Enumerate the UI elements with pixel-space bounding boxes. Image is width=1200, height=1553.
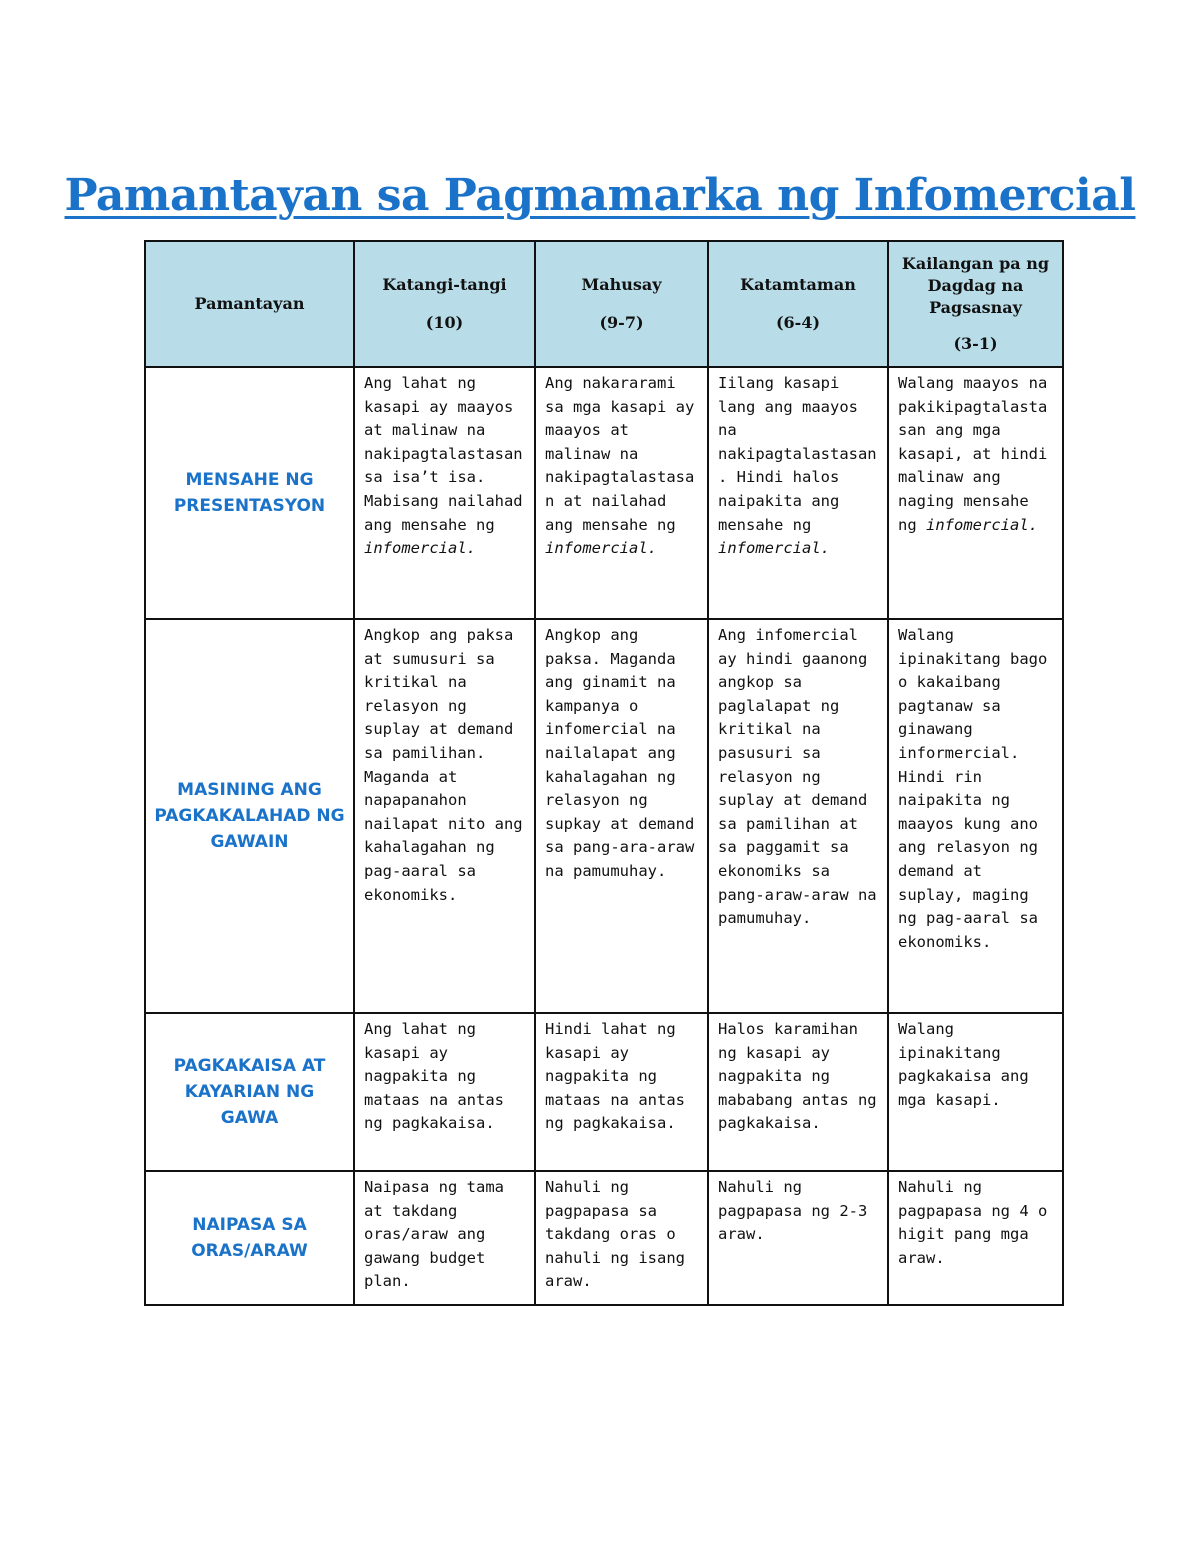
- rating-cell: [354, 1013, 535, 1171]
- rating-cell: [888, 367, 1063, 619]
- cell-text: Ang nakararami sa mga kasapi ay maayos at malinaw na nakipagtalastasan at nailahad ang mensahe ng: [545, 374, 695, 534]
- cell-emphasis: infomercial.: [545, 539, 657, 558]
- header-range: (3-1): [953, 334, 998, 353]
- rating-cell: [354, 619, 535, 1013]
- header-katamtaman: [708, 241, 888, 367]
- cell-text: Ang infomercial ay hindi gaanong angkop sa paglalapat ng kritikal na pasusuri sa relasyon ng suplay at demand sa pamilihan at sa paggamit sa ekonomiks sa pang-araw-araw na pamumuhay.: [718, 626, 877, 928]
- header-label: Kailangan pa ng Dagdag na Pagsasnay: [901, 254, 1050, 317]
- cell-text: Ang lahat ng kasapi ay maayos at malinaw na nakipagtalastasan sa isa’t isa. Mabisang nailahad ang mensahe ng: [364, 374, 523, 534]
- cell-emphasis: infomercial.: [364, 539, 476, 558]
- rubric-table: [144, 240, 1064, 1306]
- criterion-cell: PAGKAKAISA AT KAYARIAN NG GAWA: [145, 1013, 354, 1171]
- rating-cell: [888, 619, 1063, 1013]
- header-mahusay: [535, 241, 708, 367]
- cell-text: Halos karamihan ng kasapi ay nagpakita ng mababang antas ng pagkakaisa.: [718, 1020, 877, 1133]
- header-range: (6-4): [775, 313, 821, 332]
- criterion-cell: MASINING ANG PAGKAKALAHAD NG GAWAIN: [145, 619, 354, 1013]
- header-label: Mahusay: [581, 275, 662, 294]
- table-row: [145, 1013, 1063, 1171]
- rating-cell: [535, 1013, 708, 1171]
- rating-cell: [708, 1171, 888, 1305]
- header-kailangan: [888, 241, 1063, 367]
- header-label: Katamtaman: [740, 275, 856, 294]
- header-row: [145, 241, 1063, 367]
- header-katangi-tangi: [354, 241, 535, 367]
- table-row: [145, 619, 1063, 1013]
- header-pamantayan: [145, 241, 354, 367]
- rating-cell: [535, 1171, 708, 1305]
- rating-cell: [354, 1171, 535, 1305]
- cell-text: Angkop ang paksa at sumusuri sa kritikal na relasyon ng suplay at demand sa pamilihan. Maganda at napapanahon nailapat nito ang kahalagahan ng pag-aaral sa ekonomiks.: [364, 626, 523, 904]
- page-title: Pamantayan sa Pagmamarka ng Infomercial: [64, 170, 1136, 221]
- rating-cell: [535, 367, 708, 619]
- cell-text: Hindi lahat ng kasapi ay nagpakita ng mataas na antas ng pagkakaisa.: [545, 1020, 685, 1133]
- rating-cell: [708, 1013, 888, 1171]
- cell-text: Walang maayos na pakikipagtalastasan ang mga kasapi, at hindi malinaw ang naging mensahe ng: [898, 374, 1048, 534]
- cell-text: Walang ipinakitang bago o kakaibang pagtanaw sa ginawang informercial. Hindi rin naipakita ng maayos kung ano ang relasyon ng demand at suplay, maging ng pag-aaral sa ekonomiks.: [898, 626, 1048, 951]
- criterion-cell: NAIPASA SA ORAS/ARAW: [145, 1171, 354, 1305]
- rating-cell: [888, 1171, 1063, 1305]
- rating-cell: [535, 619, 708, 1013]
- table-row: [145, 367, 1063, 619]
- rating-cell: [354, 367, 535, 619]
- table-row: [145, 1171, 1063, 1305]
- rating-cell: [708, 367, 888, 619]
- header-range: (9-7): [599, 313, 644, 332]
- cell-emphasis: infomercial.: [926, 515, 1038, 534]
- cell-text: Iilang kasapi lang ang maayos na nakipagtalastasan. Hindi halos naipakita ang mensahe ng: [718, 374, 877, 534]
- cell-text: Nahuli ng pagpapasa ng 2-3 araw.: [718, 1178, 868, 1244]
- header-label: Katangi-tangi: [382, 275, 507, 294]
- cell-text: Nahuli ng pagpapasa sa takdang oras o nahuli ng isang araw.: [545, 1178, 685, 1291]
- criterion-cell: MENSAHE NG PRESENTASYON: [145, 367, 354, 619]
- rating-cell: [708, 619, 888, 1013]
- header-label: Pamantayan: [194, 294, 305, 313]
- cell-text: Nahuli ng pagpapasa ng 4 o higit pang mga araw.: [898, 1178, 1048, 1267]
- cell-text: Walang ipinakitang pagkakaisa ang mga kasapi.: [898, 1020, 1029, 1109]
- cell-text: Naipasa ng tama at takdang oras/araw ang gawang budget plan.: [364, 1178, 504, 1291]
- cell-emphasis: infomercial.: [718, 539, 830, 558]
- header-range: (10): [425, 313, 464, 332]
- cell-text: Ang lahat ng kasapi ay nagpakita ng mataas na antas ng pagkakaisa.: [364, 1020, 504, 1133]
- cell-text: Angkop ang paksa. Maganda ang ginamit na kampanya o infomercial na nailalapat ang kahalagahan ng relasyon ng supkay at demand sa pang-ara-araw na pamumuhay.: [545, 626, 695, 880]
- rating-cell: [888, 1013, 1063, 1171]
